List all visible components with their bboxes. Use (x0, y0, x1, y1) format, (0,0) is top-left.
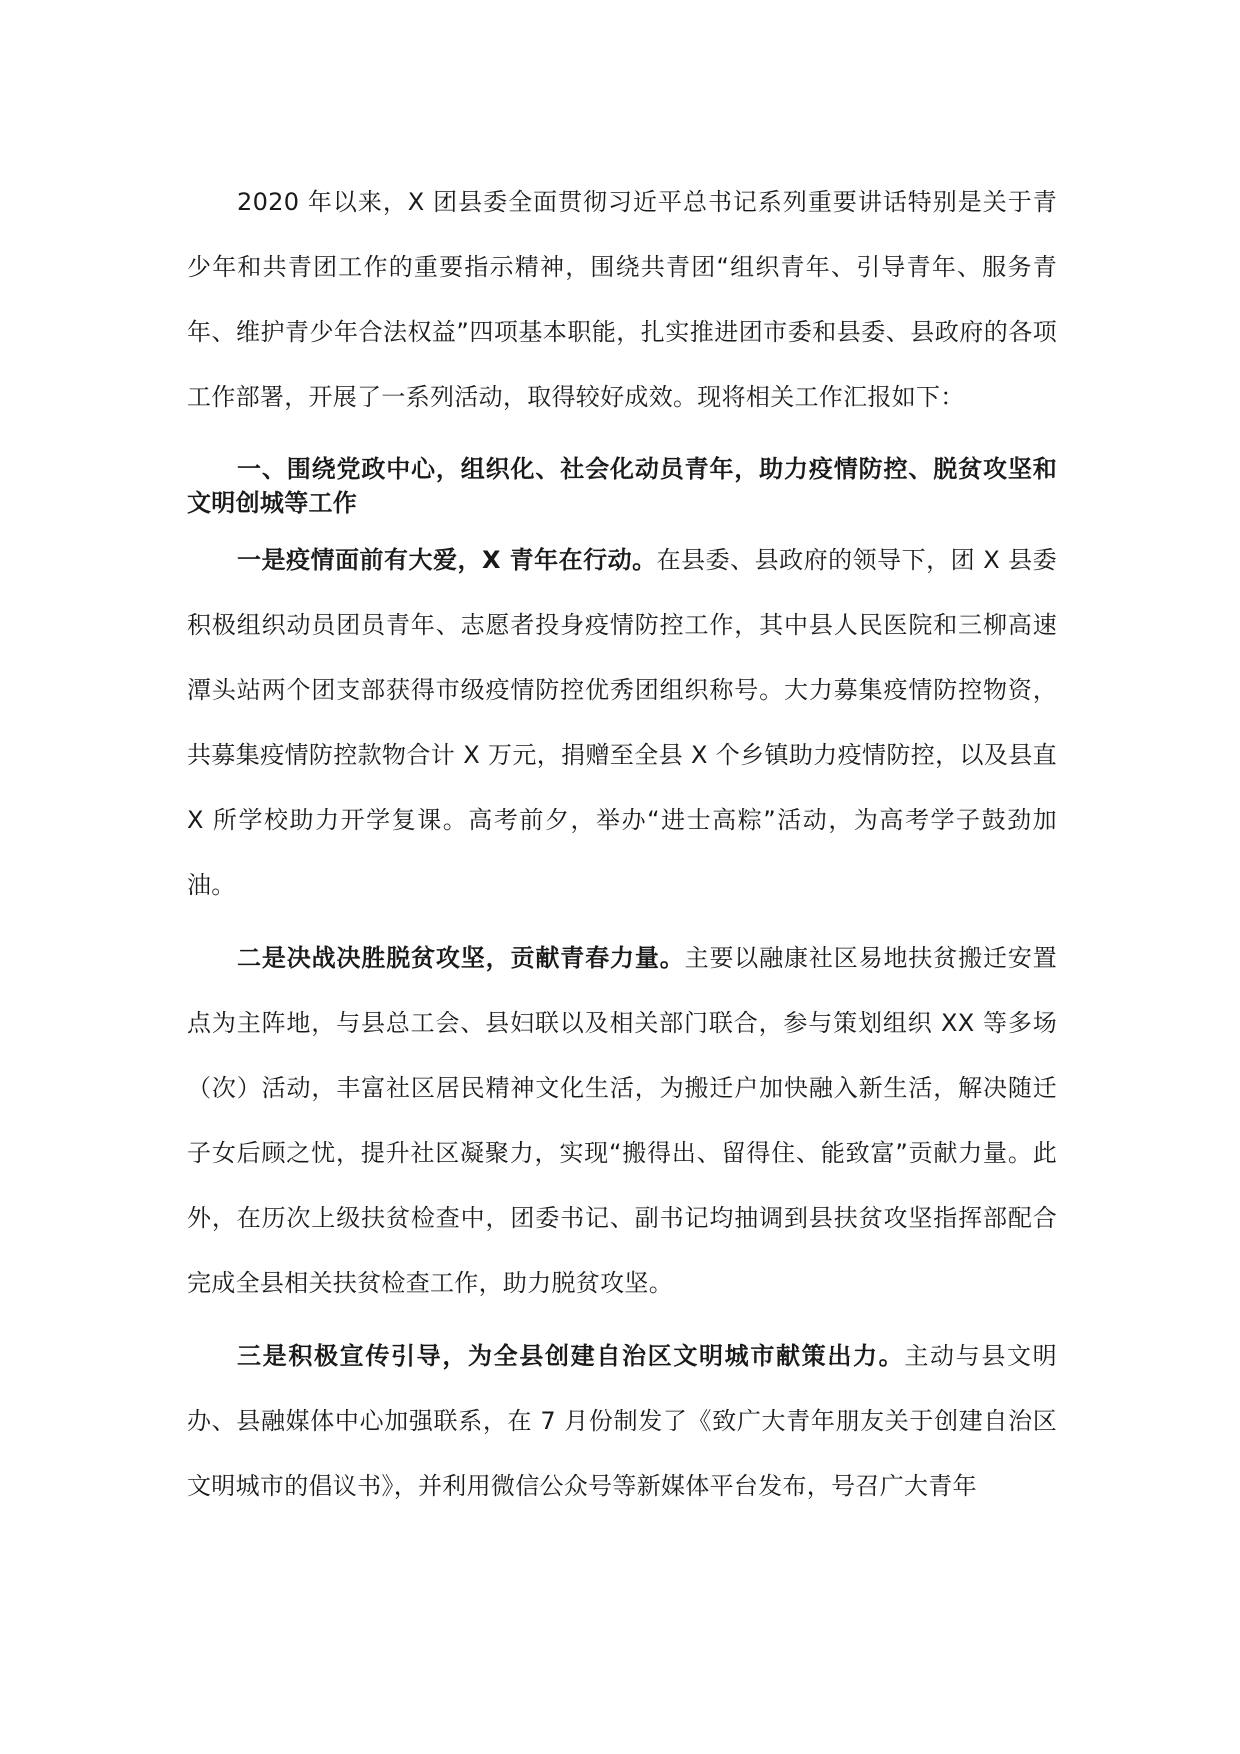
document-body (187, 170, 1057, 1519)
item-body-3: 主动与县文明办、县融媒体中心加强联系，在 7 月份制发了《致广大青年朋友关于创建自治区文明城市的倡议书》，并利用微信公众号等新媒体平台发布，号召广大青年 (187, 1342, 1057, 1500)
item-lead-2: 二是决战决胜脱贫攻坚，贡献青春力量。 (237, 944, 685, 972)
intro-paragraph: 2020 年以来，X 团县委全面贯彻习近平总书记系列重要讲话特别是关于青少年和共青团工作的重要指示精神，围绕共青团“组织青年、引导青年、服务青年、维护青少年合法权益”四项基本职能，扎实推进团市委和县委、县政府的各项工作部署，开展了一系列活动，取得较好成效。现将相关工作汇报如下： (187, 188, 1057, 411)
spacer (187, 918, 1057, 926)
item-body-1: 在县委、县政府的领导下，团 X 县委积极组织动员团员青年、志愿者投身疫情防控工作，其中县人民医院和三柳高速潭头站两个团支部获得市级疫情防控优秀团组织称号。大力募集疫情防控物资，共募集疫情防控款物合计 X 万元，捐赠至全县 X 个乡镇助力疫情防控，以及县直 X 所学校助力开学复课。高考前夕，举办“进士高粽”活动，为高考学子鼓劲加油。 (187, 546, 1057, 899)
item-lead-1: 一是疫情面前有大爱，X 青年在行动。 (237, 546, 657, 574)
section-heading: 一、围绕党政中心，组织化、社会化动员青年，助力疫情防控、脱贫攻坚和文明创城等工作 (187, 455, 1057, 517)
spacer (187, 430, 1057, 438)
item-paragraph-1 (187, 528, 1057, 918)
item-paragraph-3 (187, 1324, 1057, 1519)
item-body-2: 主要以融康社区易地扶贫搬迁安置点为主阵地，与县总工会、县妇联以及相关部门联合，参与策划组织 XX 等多场（次）活动，丰富社区居民精神文化生活，为搬迁户加快融入新生活，解决随迁子女后顾之忧，提升社区凝聚力，实现“搬得出、留得住、能致富”贡献力量。此外，在历次上级扶贫检查中，团委书记、副书记均抽调到县扶贫攻坚指挥部配合完成全县相关扶贫检查工作，助力脱贫攻坚。 (187, 944, 1057, 1297)
item-paragraph-2 (187, 926, 1057, 1316)
spacer (187, 1316, 1057, 1324)
item-lead-3: 三是积极宣传引导，为全县创建自治区文明城市献策出力。 (237, 1342, 905, 1370)
